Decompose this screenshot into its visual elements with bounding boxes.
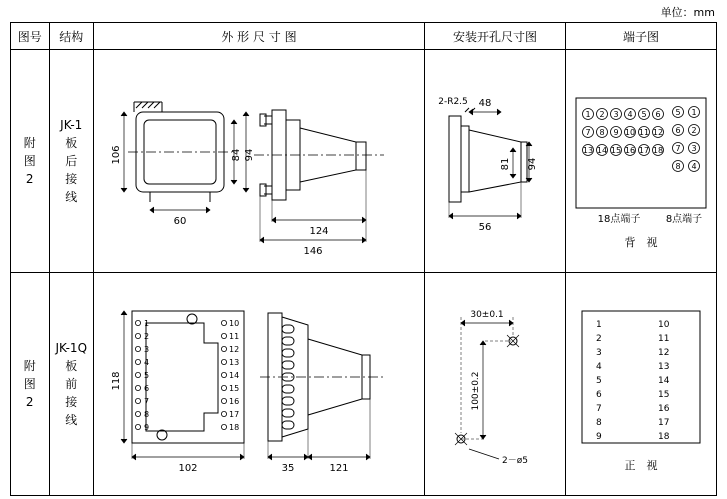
term-r-2: 2 [691, 126, 697, 135]
row2-term-r-10: 10 [657, 320, 670, 330]
row1-struct-char-2: 接 [65, 172, 78, 186]
term-r-4: 4 [691, 162, 697, 171]
row2-term-r-11: 11 [657, 334, 670, 344]
row2-struct-char-1: 前 [65, 377, 78, 391]
row1-cutout-drawing [424, 50, 565, 273]
row1-cut-dim-48: 48 [478, 98, 492, 109]
header-col-outline: 外 形 尺 寸 图 [93, 23, 424, 50]
row1-cut-dim-81: 81 [499, 157, 511, 171]
row1-dim-84: 84 [230, 148, 242, 162]
row2-left-num-7: 7 [143, 397, 150, 406]
row2-left-num-3: 3 [143, 345, 150, 354]
term-l-11: 11 [638, 128, 650, 137]
row2-struct-char-3: 线 [65, 413, 78, 427]
row2-left-num-1: 1 [143, 319, 150, 328]
row1-struct-char-3: 线 [65, 190, 78, 204]
row2-right-num-13: 13 [228, 358, 240, 367]
row2-term-l-5: 5 [595, 376, 602, 386]
term-l-9: 9 [613, 128, 619, 137]
row2-term-r-18: 18 [657, 432, 670, 442]
row1-term-left-caption: 18点端子 [597, 214, 641, 225]
row2-cutout-drawing [424, 273, 565, 496]
term-l-17: 17 [638, 146, 650, 155]
row2-cut-dim-2xd5: 2－ø5 [502, 456, 528, 466]
row1-cut-dim-94: 94 [526, 157, 538, 171]
row2-cut-dim-100: 100±0.2 [470, 371, 481, 411]
unit-note: 单位：mm [660, 6, 715, 19]
row2-term-r-12: 12 [657, 348, 670, 358]
row2-left-num-8: 8 [143, 410, 150, 419]
dimension-table [10, 22, 717, 496]
row1-dim-106: 106 [110, 145, 122, 165]
row2-term-r-17: 17 [657, 418, 670, 428]
row1-struct-char-0: 板 [65, 136, 78, 150]
row1-figure-no [11, 50, 50, 273]
row2-no-char-0: 附 [23, 359, 36, 373]
row1-no-char-1: 图 [23, 154, 36, 168]
row2-left-num-4: 4 [143, 358, 150, 367]
row1-term-bottom-caption: 背 视 [624, 236, 658, 249]
term-r-6: 6 [675, 126, 681, 135]
term-r-1: 1 [691, 108, 697, 117]
header-col-no: 图号 [11, 23, 50, 50]
row2-term-r-13: 13 [657, 362, 670, 372]
row2-dim-118: 118 [110, 371, 122, 391]
row2-term-r-16: 16 [657, 404, 670, 414]
row2-left-num-5: 5 [143, 371, 150, 380]
row2-no-char-1: 图 [23, 377, 36, 391]
row1-term-right-caption: 8点端子 [665, 214, 703, 225]
row2-dim-121: 121 [329, 463, 349, 474]
row1-no-char-2: 2 [25, 172, 34, 186]
term-l-15: 15 [610, 146, 622, 155]
row2-struct-char-0: 板 [65, 359, 78, 373]
row1-dim-124: 124 [309, 226, 329, 237]
term-l-12: 12 [652, 128, 664, 137]
row2-left-num-9: 9 [143, 423, 150, 432]
term-l-7: 7 [585, 128, 591, 137]
term-l-4: 4 [627, 110, 633, 119]
row2-term-r-14: 14 [657, 376, 670, 386]
row2-cut-dim-30: 30±0.1 [470, 310, 504, 320]
term-l-3: 3 [613, 110, 619, 119]
row2-right-num-15: 15 [228, 384, 240, 393]
row2-struct-char-2: 接 [65, 395, 78, 409]
term-l-18: 18 [652, 146, 664, 155]
row2-right-num-17: 17 [228, 410, 240, 419]
row2-figure-no [11, 273, 50, 496]
row2-no-char-2: 2 [25, 395, 34, 409]
table-row [11, 273, 717, 496]
row2-outline-drawing [93, 273, 424, 496]
row2-right-num-10: 10 [228, 319, 240, 328]
term-l-2: 2 [599, 110, 605, 119]
row2-dim-102: 102 [178, 463, 198, 474]
row1-outline-drawing [93, 50, 424, 273]
term-l-13: 13 [582, 146, 594, 155]
row2-term-l-6: 6 [595, 390, 602, 400]
row1-dim-60: 60 [173, 216, 187, 227]
term-l-10: 10 [624, 128, 636, 137]
row1-structure [49, 50, 93, 273]
term-r-3: 3 [691, 144, 697, 153]
table-row [11, 50, 717, 273]
row2-left-num-2: 2 [143, 332, 150, 341]
row2-term-l-9: 9 [595, 432, 602, 442]
row1-model: JK-1 [60, 118, 83, 132]
row1-no-char-0: 附 [23, 136, 36, 150]
term-l-14: 14 [596, 146, 608, 155]
term-l-1: 1 [585, 110, 591, 119]
row2-left-num-6: 6 [143, 384, 150, 393]
term-l-16: 16 [624, 146, 636, 155]
row1-cut-dim-56: 56 [478, 222, 492, 233]
row1-terminal-diagram [565, 50, 716, 273]
header-col-cutout: 安装开孔尺寸图 [424, 23, 565, 50]
row2-term-l-2: 2 [595, 334, 602, 344]
header-col-terminal: 端子图 [565, 23, 716, 50]
row2-term-l-8: 8 [595, 418, 602, 428]
row1-dim-94: 94 [243, 148, 255, 162]
row2-term-r-15: 15 [657, 390, 670, 400]
row2-right-num-18: 18 [228, 423, 240, 432]
row2-right-num-12: 12 [228, 345, 240, 354]
table-header-row [11, 23, 717, 50]
row2-structure [49, 273, 93, 496]
row2-term-l-1: 1 [595, 320, 602, 330]
row2-right-num-14: 14 [228, 371, 240, 380]
term-r-8: 8 [675, 162, 681, 171]
header-col-struct: 结构 [49, 23, 93, 50]
row2-dim-35: 35 [281, 463, 295, 474]
term-l-5: 5 [641, 110, 647, 119]
row1-cut-dim-r25: 2-R2.5 [438, 97, 468, 107]
row2-term-l-7: 7 [595, 404, 602, 414]
row2-terminal-diagram [565, 273, 716, 496]
row1-struct-char-1: 后 [65, 154, 78, 168]
term-l-6: 6 [655, 110, 661, 119]
row2-right-num-11: 11 [228, 332, 240, 341]
row2-model: JK-1Q [55, 341, 88, 355]
row1-dim-146: 146 [303, 246, 323, 257]
row2-term-bottom-caption: 正 视 [624, 459, 658, 472]
term-r-5: 5 [675, 108, 681, 117]
row2-term-l-4: 4 [595, 362, 602, 372]
term-r-7: 7 [675, 144, 681, 153]
row2-term-l-3: 3 [595, 348, 602, 358]
term-l-8: 8 [599, 128, 605, 137]
row2-right-num-16: 16 [228, 397, 240, 406]
